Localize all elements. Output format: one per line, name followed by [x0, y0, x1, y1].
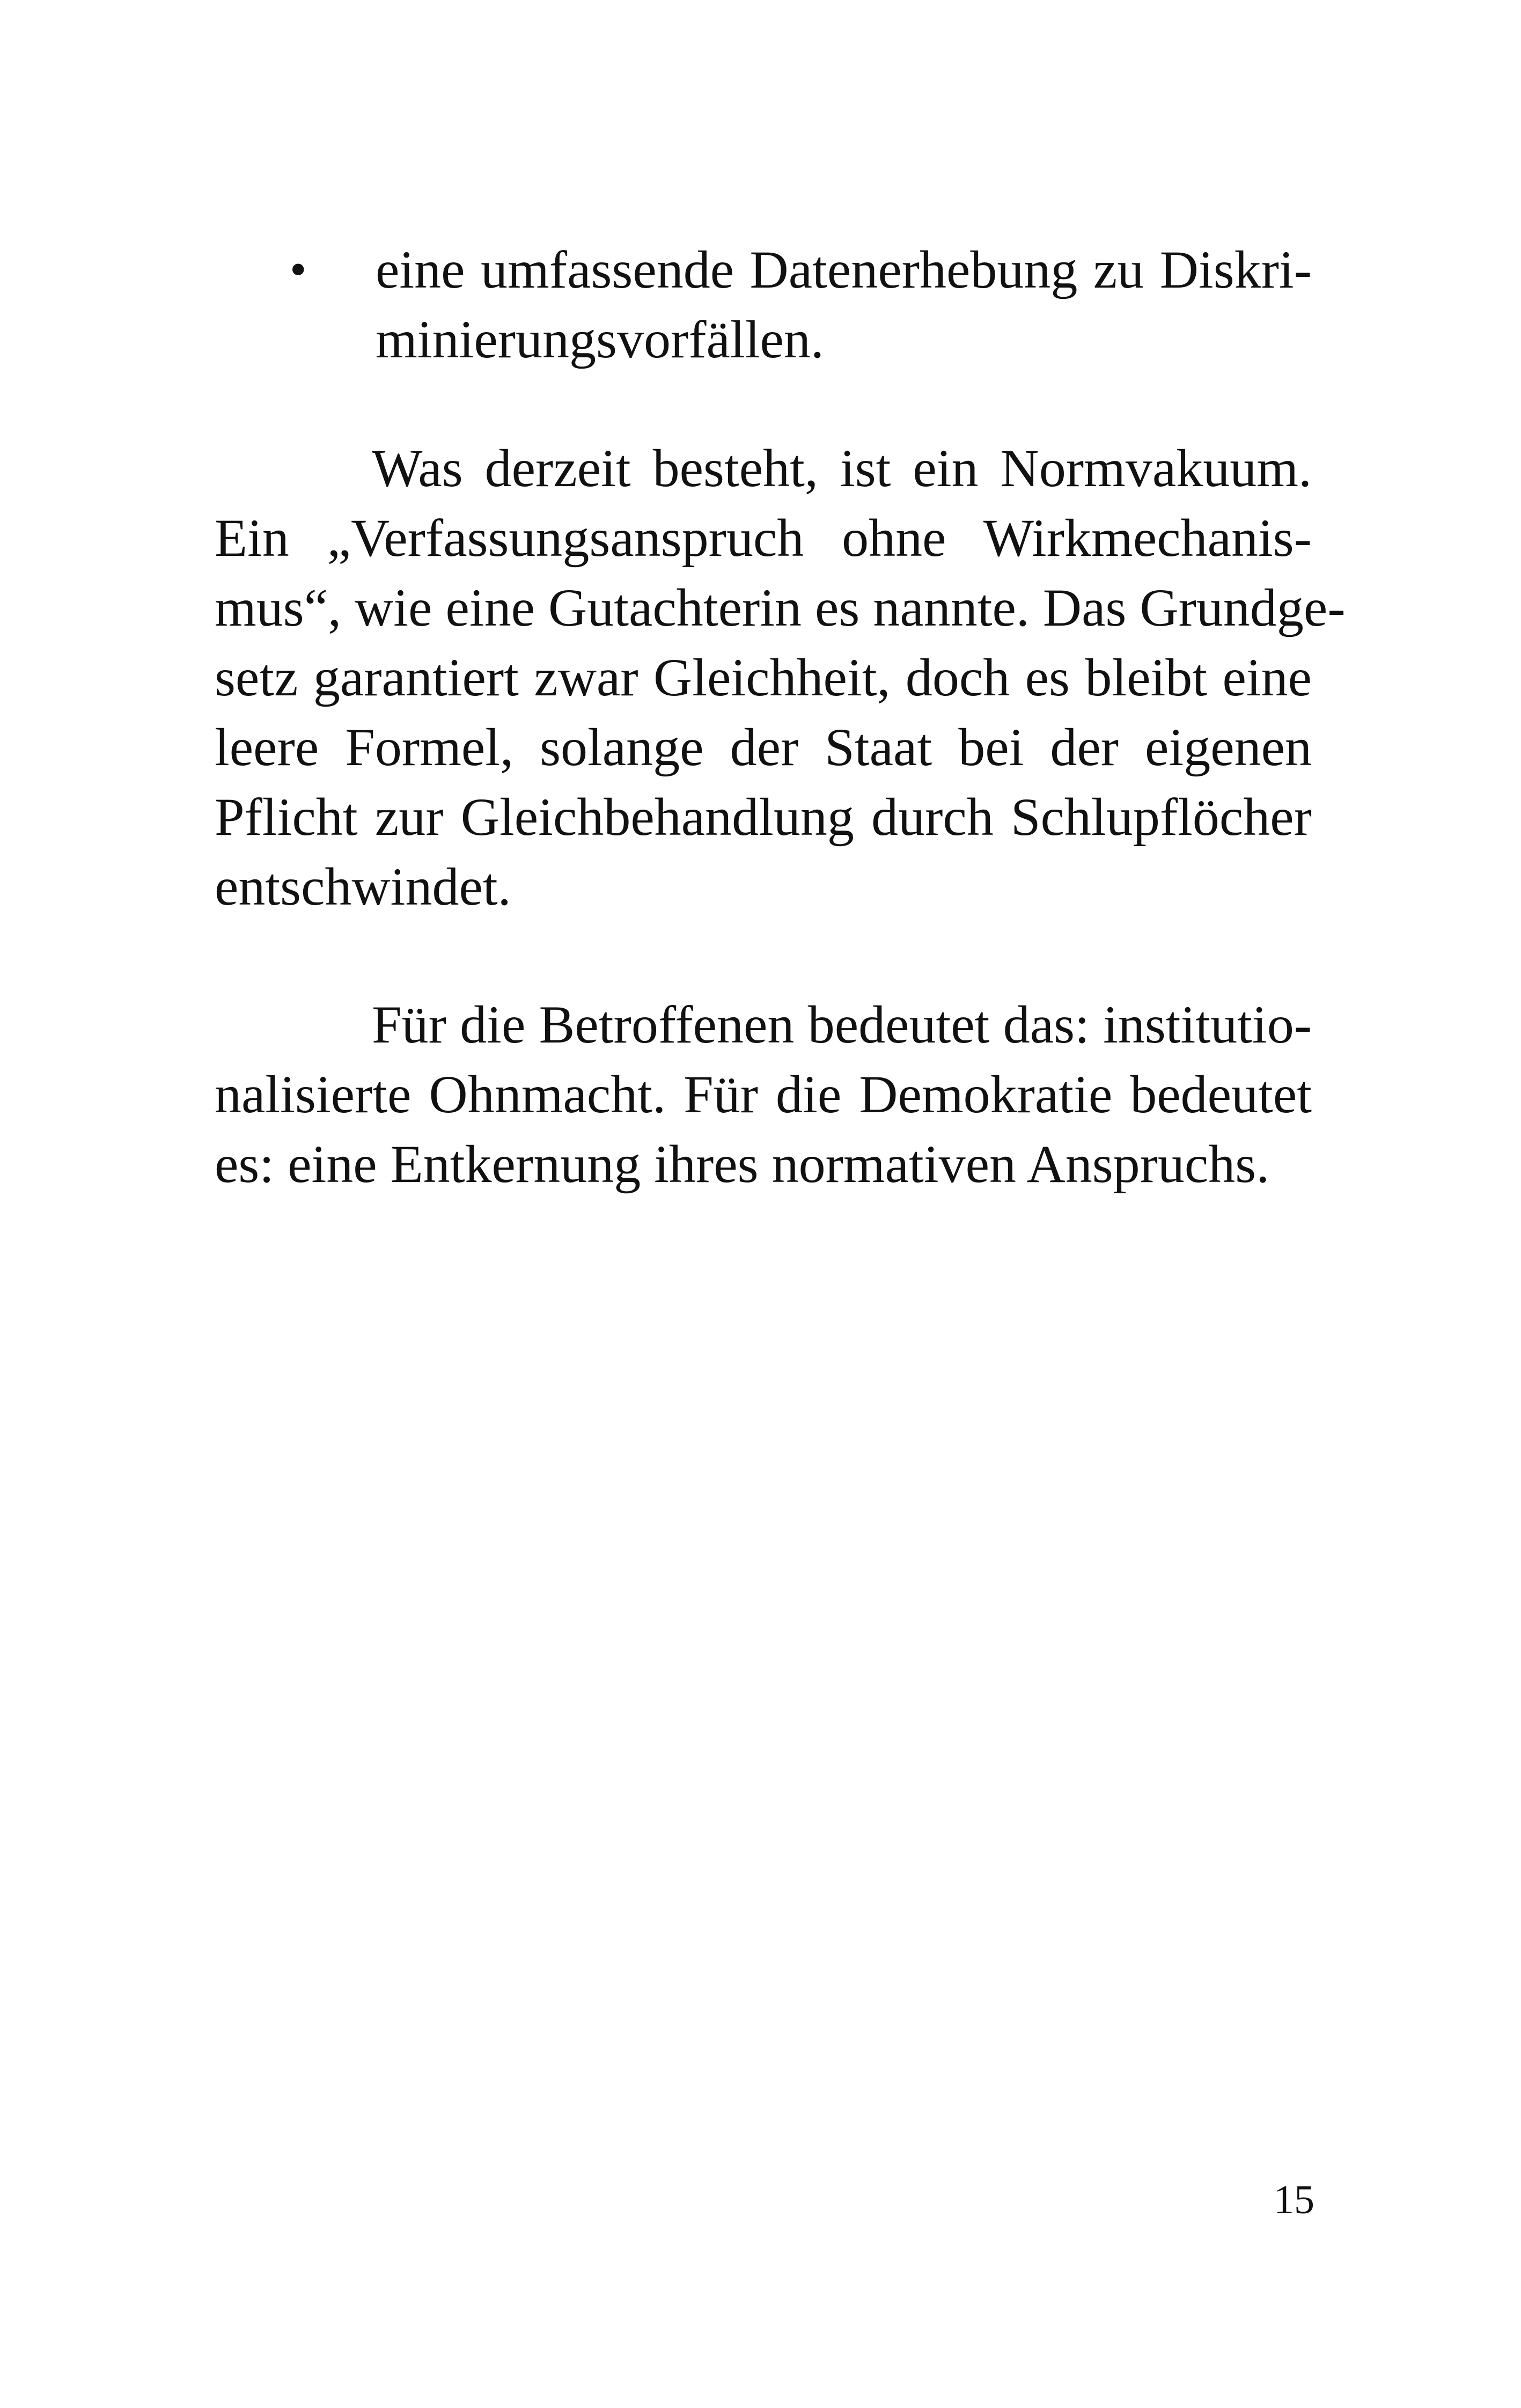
bullet-item-line: eine umfassende Datenerhebung zu Diskri-: [376, 240, 1312, 299]
page-number: 15: [1274, 2177, 1314, 2222]
paragraph-line: Pflicht zur Gleichbehandlung durch Schlupflöcher: [215, 787, 1312, 847]
paragraph-line: leere Formel, solange der Staat bei der eigenen: [215, 717, 1312, 777]
bullet-marker: •: [290, 243, 307, 296]
paragraph-line: entschwindet.: [215, 857, 511, 916]
paragraph-line: Was derzeit besteht, ist ein Normvakuum.: [372, 438, 1312, 498]
paragraph-line: Ein „Verfassungsanspruch ohne Wirkmechanis-: [215, 508, 1312, 568]
paragraph-line: es: eine Entkernung ihres normativen Anspruchs.: [215, 1134, 1270, 1194]
paragraph-line: mus“, wie eine Gutachterin es nannte. Das Grundge-: [215, 578, 1346, 637]
bullet-item-line: minierungsvorfällen.: [376, 310, 824, 369]
paragraph-line: setz garantiert zwar Gleichheit, doch es bleibt eine: [215, 648, 1312, 707]
paragraph-line: Für die Betroffenen bedeutet das: institutio-: [372, 995, 1312, 1054]
paragraph-line: nalisierte Ohnmacht. Für die Demokratie bedeutet: [215, 1064, 1312, 1124]
